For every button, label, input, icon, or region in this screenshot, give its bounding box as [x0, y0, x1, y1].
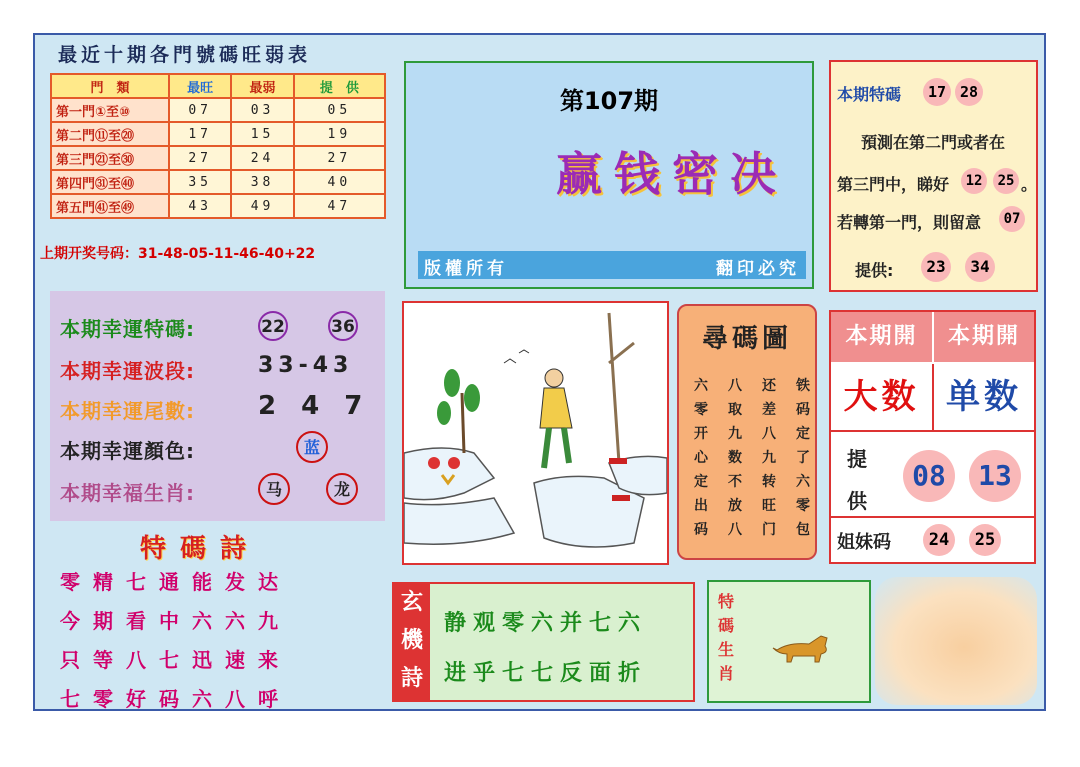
table-row [51, 122, 385, 146]
last-draw-text: 上期开奖号码：31-48-05-11-46-40+22 [40, 246, 316, 262]
no-copy-text: 翻印必究 [716, 259, 800, 279]
offer-cell: 05 [294, 98, 385, 122]
hot-cell: 17 [169, 122, 231, 146]
prediction-line-3: 若轉第一門，則留意 [837, 213, 982, 232]
special-code-panel [829, 60, 1038, 292]
poem-line: 七零好码六八呼 [60, 687, 291, 711]
prediction-number: 07 [999, 206, 1025, 232]
cold-cell: 24 [231, 146, 293, 170]
hot-cell: 35 [169, 170, 231, 194]
mystery-poem-line-1: 静观零六并七六 [444, 611, 648, 636]
hot-cell: 43 [169, 194, 231, 218]
special-code-number: 28 [955, 78, 983, 106]
special-offer-number: 34 [965, 252, 995, 282]
prediction-line-1: 預測在第二門或者在 [861, 133, 1006, 152]
lucky-special-number-2: 36 [328, 311, 358, 341]
lucky-zodiac-2: 龙 [326, 473, 358, 505]
mystery-poem-panel [392, 582, 695, 702]
offer-number: 13 [969, 450, 1021, 502]
sister-code-label: 姐妹码 [837, 532, 891, 553]
table-row [51, 170, 385, 194]
lucky-tail-row [60, 395, 195, 424]
gate-table [50, 73, 386, 219]
lucky-panel [50, 291, 385, 521]
offer-cell: 19 [294, 122, 385, 146]
prediction-number: 25 [993, 168, 1019, 194]
offer-label-vertical: 提供 [847, 447, 867, 513]
cold-cell: 15 [231, 122, 293, 146]
zodiac-tag: 特碼生肖 [717, 592, 734, 683]
lucky-zodiac-label: 本期幸福生肖: [60, 481, 195, 505]
poem-block [60, 566, 370, 722]
big-value: 大数 [831, 364, 934, 430]
lucky-color-value: 蓝 [296, 431, 328, 463]
mystery-poem-tag: 玄機詩 [394, 584, 430, 700]
big-small-panel [829, 310, 1036, 564]
issue-number: 第107期 [559, 87, 659, 115]
lucky-tail-value: 2 4 7 [258, 391, 371, 421]
hot-cell: 27 [169, 146, 231, 170]
sister-code-number: 25 [969, 524, 1001, 556]
header-hot: 最旺 [169, 74, 231, 98]
poem-line: 零精七通能发达 [60, 570, 291, 594]
mystery-poem-line-2: 进乎七七反面折 [444, 661, 648, 686]
divider [831, 516, 1034, 518]
copyright-text: 版權所有 [424, 259, 508, 279]
table-row [51, 98, 385, 122]
find-code-title: 尋碼圖 [701, 324, 792, 354]
cold-cell: 03 [231, 98, 293, 122]
lucky-color-row [60, 435, 195, 464]
sister-code-number: 24 [923, 524, 955, 556]
special-code-number: 17 [923, 78, 951, 106]
odd-value: 单数 [946, 377, 1022, 417]
lucky-wave-value: 33-43 [258, 353, 354, 378]
cliff-illustration [404, 303, 667, 563]
offer-cell: 27 [294, 146, 385, 170]
find-code-column: 还差八九转旺门 [762, 378, 776, 538]
header-gate: 門 類 [51, 74, 169, 98]
lucky-special-number-1: 22 [258, 311, 288, 341]
lucky-wave-row [60, 355, 195, 384]
header-cold: 最弱 [231, 74, 293, 98]
poem-title: 特碼詩 [140, 534, 261, 564]
poem-line: 只等八七迅速来 [60, 648, 291, 672]
illustration-panel [402, 301, 669, 565]
find-code-panel [677, 304, 817, 560]
table-row [51, 194, 385, 218]
open-header-1: 本期開 [831, 312, 932, 362]
cold-cell: 38 [231, 170, 293, 194]
decorative-blob [875, 577, 1037, 705]
hot-cell: 07 [169, 98, 231, 122]
prediction-number: 12 [961, 168, 987, 194]
gate-cell: 第一門①至⑩ [51, 98, 169, 122]
divider [831, 430, 1034, 432]
offer-cell: 40 [294, 170, 385, 194]
special-code-label: 本期特碼 [837, 85, 902, 104]
cold-cell: 49 [231, 194, 293, 218]
lucky-tail-label: 本期幸運尾數: [60, 399, 195, 423]
table-title: 最近十期各門號碼旺弱表 [58, 44, 312, 66]
offer-cell: 47 [294, 194, 385, 218]
find-code-column: 六零开心定出码 [694, 378, 708, 538]
special-offer-number: 23 [921, 252, 951, 282]
lucky-special-row [60, 313, 195, 342]
offer-number: 08 [903, 450, 955, 502]
banner-title: 赢钱密决 [556, 147, 788, 201]
poem-line: 今期看中六六九 [60, 609, 291, 633]
open-header-2: 本期開 [934, 312, 1034, 362]
gate-cell: 第五門㊶至㊾ [51, 194, 169, 218]
dog-icon [769, 628, 839, 668]
special-offer-label: 提供: [855, 261, 894, 280]
lucky-special-label: 本期幸運特碼: [60, 317, 195, 341]
gate-cell: 第三門㉑至㉚ [51, 146, 169, 170]
lucky-zodiac-row [60, 477, 195, 506]
center-banner [404, 61, 814, 289]
table-header-row [51, 74, 385, 98]
find-code-column: 铁码定了六零包 [796, 378, 810, 538]
lucky-color-label: 本期幸運顏色: [60, 439, 195, 463]
gate-cell: 第四門㉛至㊵ [51, 170, 169, 194]
header-offer: 提 供 [294, 74, 385, 98]
banner-footer-band [418, 251, 806, 279]
table-row [51, 146, 385, 170]
prediction-line-2: 第三門中，睇好 [837, 175, 950, 194]
zodiac-panel [707, 580, 871, 703]
gate-cell: 第二門⑪至⑳ [51, 122, 169, 146]
lucky-wave-label: 本期幸運波段: [60, 359, 195, 383]
find-code-column: 八取九数不放八 [728, 378, 742, 538]
prediction-period: 。 [1021, 175, 1038, 194]
lucky-zodiac-1: 马 [258, 473, 290, 505]
